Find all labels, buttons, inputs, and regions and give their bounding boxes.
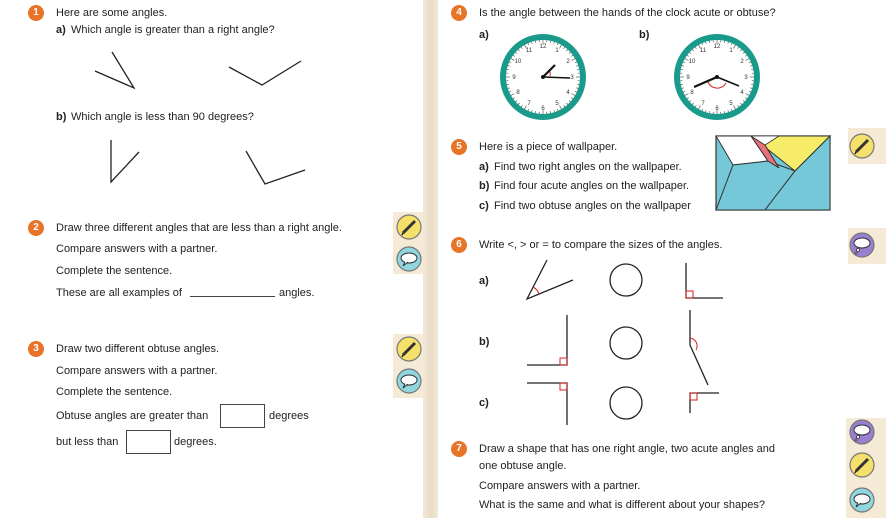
left-page xyxy=(0,0,423,518)
pencil-icon xyxy=(396,214,422,240)
pencil-icon xyxy=(849,452,875,478)
q5-a-text: Find two right angles on the wallpaper. xyxy=(494,161,682,173)
clock-a-num-9: 9 xyxy=(512,75,516,81)
q5-c-text: Find two obtuse angles on the wallpaper xyxy=(494,200,691,212)
thought-bubble-icon xyxy=(849,232,875,258)
q2-line3: Complete the sentence. xyxy=(56,265,173,277)
clock-b-num-1: 1 xyxy=(729,48,733,54)
question-number-5: 5 xyxy=(451,139,467,155)
question-number-3: 3 xyxy=(28,341,44,357)
thought-bubble-icon xyxy=(849,419,875,445)
clock-b xyxy=(672,32,762,122)
q6-b-label: b) xyxy=(479,336,490,348)
q3-line3: Complete the sentence. xyxy=(56,386,173,398)
q2-line1: Draw three different angles that are less than a right angle. xyxy=(56,222,342,234)
pencil-icon xyxy=(849,133,875,159)
q3-line1: Draw two different obtuse angles. xyxy=(56,343,220,355)
clock-b-num-3: 3 xyxy=(744,75,748,81)
clock-a-num-5: 5 xyxy=(555,101,559,107)
clock-a-num-3: 3 xyxy=(570,75,574,81)
q3-answer-box-2[interactable] xyxy=(126,430,171,454)
q1-b-label: b) xyxy=(56,111,67,123)
q5-b-text: Find four acute angles on the wallpaper. xyxy=(494,180,690,192)
clock-a-num-1: 1 xyxy=(555,48,559,54)
clock-b-num-12: 12 xyxy=(713,44,721,50)
q6a-angle-left xyxy=(527,260,573,299)
q3-line2: Compare answers with a partner. xyxy=(56,365,218,377)
clock-a-num-2: 2 xyxy=(566,59,570,65)
q6c-angle-right xyxy=(690,393,719,413)
speech-bubble-icon xyxy=(396,246,422,272)
question-number-2: 2 xyxy=(28,220,44,236)
angle-acute-1 xyxy=(95,52,134,88)
q6c-compare-circle xyxy=(610,387,642,419)
speech-bubble-icon xyxy=(396,368,422,394)
q4-title: Is the angle between the hands of the clock acute or obtuse? xyxy=(479,7,776,19)
clock-b-num-2: 2 xyxy=(740,59,744,65)
q2-answer-line[interactable] xyxy=(190,296,275,297)
q6b-compare-circle xyxy=(610,327,642,359)
q1-a-text: Which angle is greater than a right angle? xyxy=(71,24,275,36)
clock-a-num-11: 11 xyxy=(525,48,533,54)
q6a-angle-right xyxy=(686,263,723,298)
clock-b-num-11: 11 xyxy=(699,48,707,54)
q5-c-label: c) xyxy=(479,200,489,212)
question-number-1: 1 xyxy=(28,5,44,21)
clock-b-num-9: 9 xyxy=(686,75,690,81)
q6-a-label: a) xyxy=(479,275,489,287)
q5-a-label: a) xyxy=(479,161,489,173)
q1-title: Here are some angles. xyxy=(56,7,168,19)
q2-line4-end: angles. xyxy=(279,287,315,299)
q1-b-text: Which angle is less than 90 degrees? xyxy=(71,111,254,123)
q5-title: Here is a piece of wallpaper. xyxy=(479,141,618,153)
q3-line5-start: but less than xyxy=(56,436,119,448)
clock-a-num-12: 12 xyxy=(539,44,547,50)
q7-line1: Draw a shape that has one right angle, two acute angles and xyxy=(479,443,775,455)
clock-a-num-4: 4 xyxy=(566,90,570,96)
q3-line4-end: degrees xyxy=(269,410,309,422)
clock-b-num-4: 4 xyxy=(740,90,744,96)
right-page xyxy=(438,0,886,518)
clock-a-num-10: 10 xyxy=(514,59,522,65)
q3-line4-start: Obtuse angles are greater than xyxy=(56,410,209,422)
q3-line5-end: degrees. xyxy=(174,436,217,448)
q7-line3: Compare answers with a partner. xyxy=(479,480,641,492)
q7-line2: one obtuse angle. xyxy=(479,460,567,472)
q6-title: Write <, > or = to compare the sizes of the angles. xyxy=(479,239,723,251)
q5-b-label: b) xyxy=(479,180,490,192)
q6-angle-diagrams xyxy=(438,255,738,430)
clock-b-num-7: 7 xyxy=(701,101,705,107)
q2-line4-start: These are all examples of xyxy=(56,287,182,299)
q6b-angle-right xyxy=(690,310,708,385)
question-number-4: 4 xyxy=(451,5,467,21)
q4-b-label: b) xyxy=(639,29,650,41)
question-number-6: 6 xyxy=(451,237,467,253)
q3-answer-box-1[interactable] xyxy=(220,404,265,428)
q2-line2: Compare answers with a partner. xyxy=(56,243,218,255)
pencil-icon xyxy=(396,336,422,362)
clock-b-num-10: 10 xyxy=(688,59,696,65)
angle-obtuse-2 xyxy=(246,151,305,184)
page-gutter xyxy=(423,0,438,518)
angle-obtuse-1 xyxy=(229,61,301,85)
q6-c-label: c) xyxy=(479,397,489,409)
clock-a-num-7: 7 xyxy=(527,101,531,107)
speech-bubble-icon xyxy=(849,487,875,513)
clock-a xyxy=(498,32,588,122)
q4-a-label: a) xyxy=(479,29,489,41)
angle-acute-2 xyxy=(111,140,139,182)
q1-angle-diagrams xyxy=(0,0,423,200)
clock-b-num-8: 8 xyxy=(690,90,694,96)
clock-b-num-5: 5 xyxy=(729,101,733,107)
q1-a-label: a) xyxy=(56,24,66,36)
question-number-7: 7 xyxy=(451,441,467,457)
clock-a-num-6: 6 xyxy=(541,106,545,112)
q6c-angle-left xyxy=(527,383,567,425)
clock-b-num-6: 6 xyxy=(715,106,719,112)
clock-a-num-8: 8 xyxy=(516,90,520,96)
wallpaper-image xyxy=(713,133,833,213)
q6a-compare-circle xyxy=(610,264,642,296)
q7-line4: What is the same and what is different about your shapes? xyxy=(479,499,765,511)
